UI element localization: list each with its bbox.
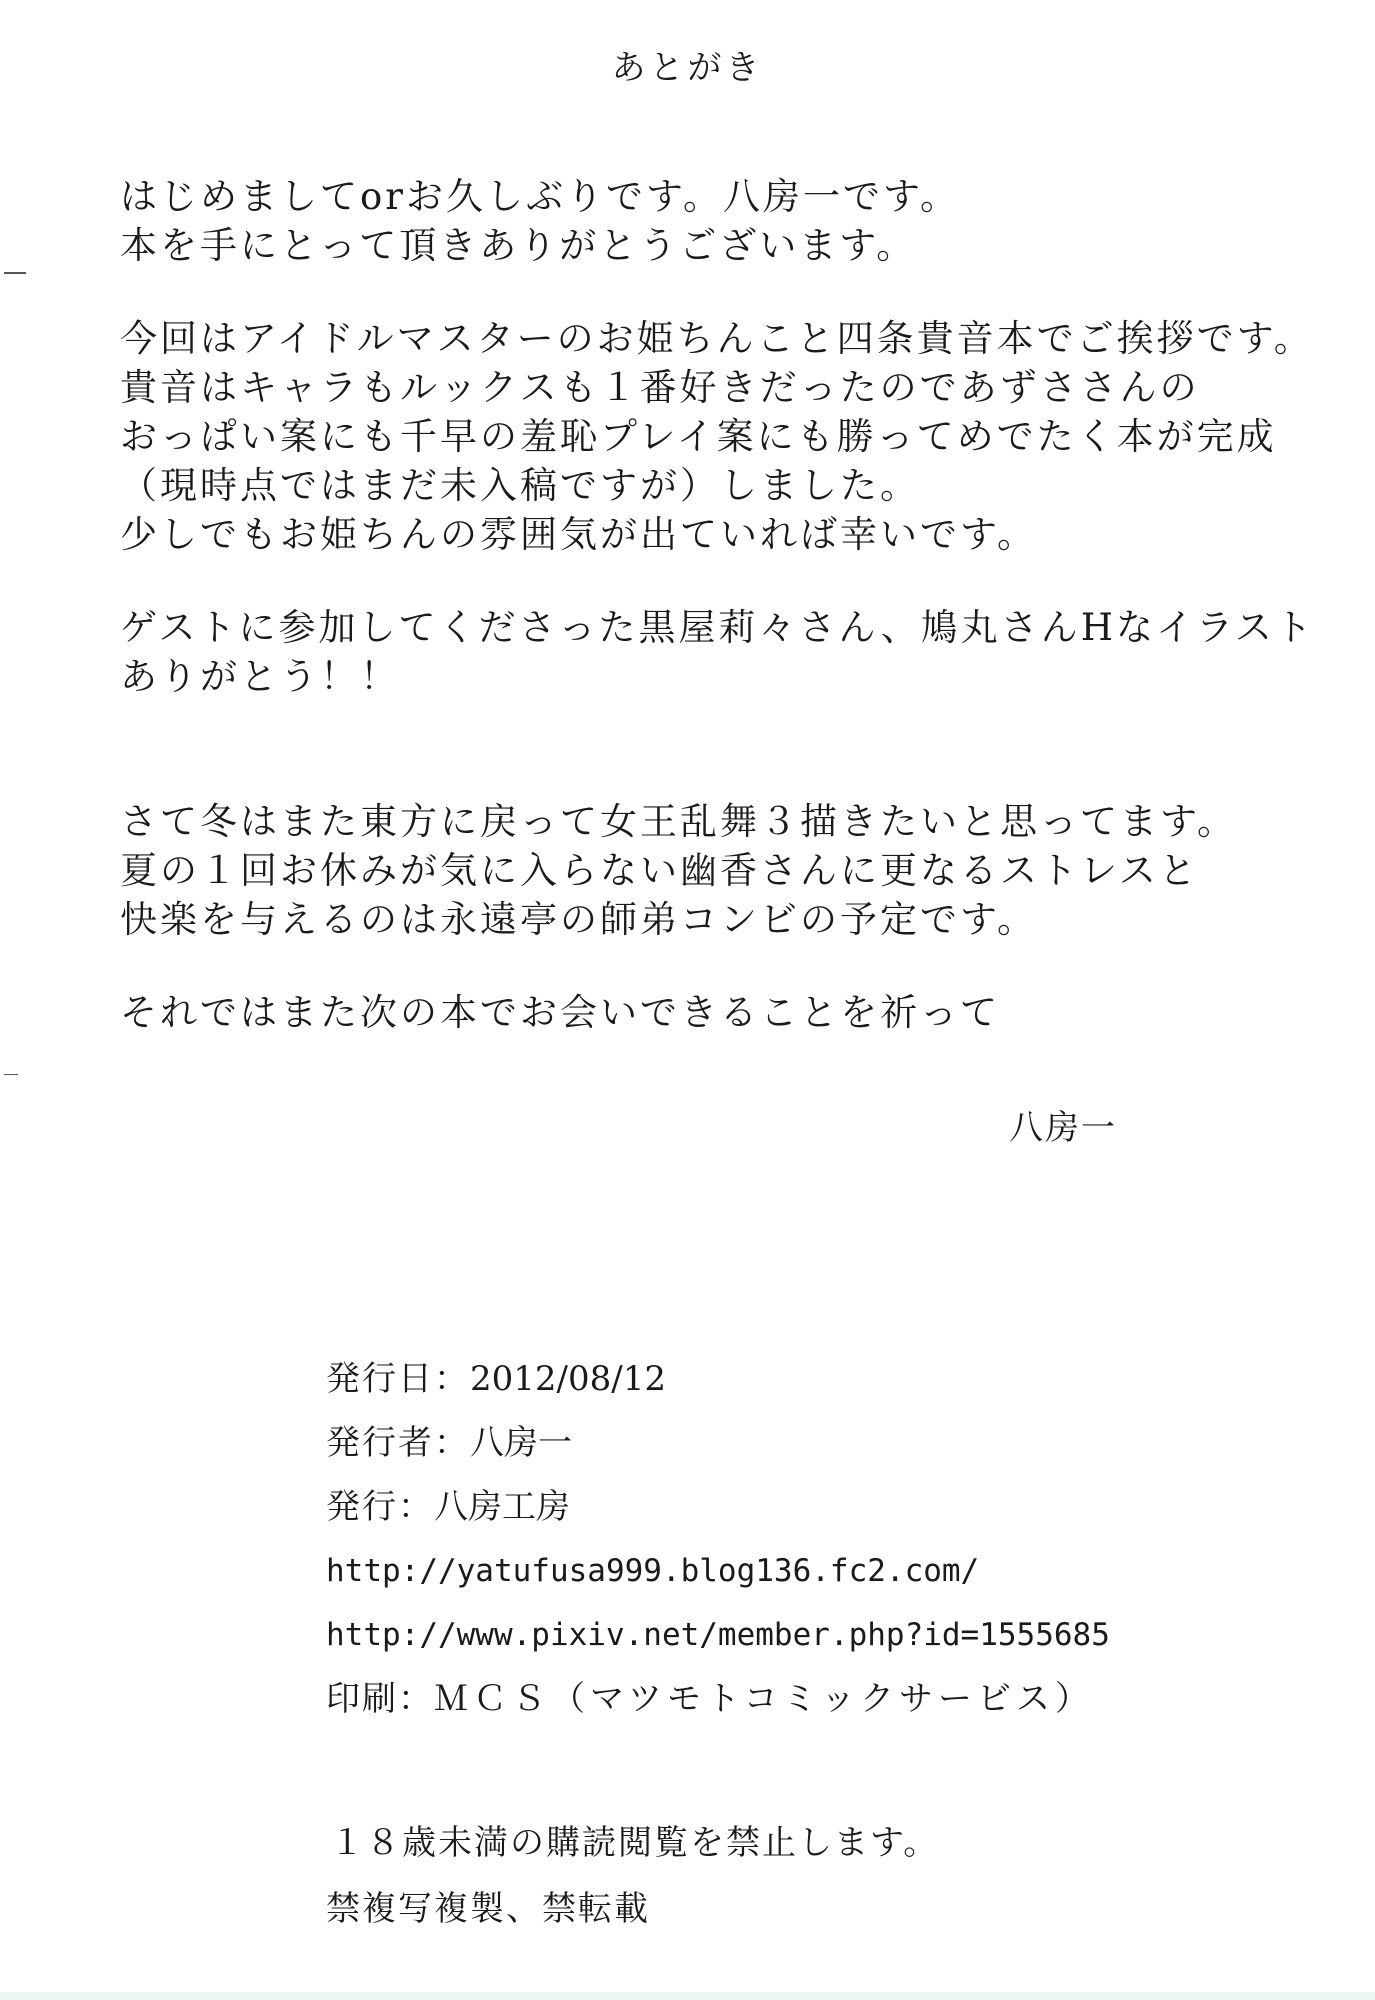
- paragraph-closing: [120, 988, 1320, 1037]
- text-line: さて冬はまた東方に戻って女王乱舞３描きたいと思ってます。: [120, 800, 1238, 843]
- printer-label: 印刷：: [326, 1679, 434, 1719]
- text-line: ありがとう！！: [120, 655, 400, 698]
- printer-row: [326, 1667, 1326, 1731]
- text-line: 本を手にとって頂きありがとうございます。: [120, 224, 917, 267]
- copy-restriction-notice: 禁複写複製、禁転載: [326, 1889, 650, 1929]
- text-line: （現時点ではまだ未入稿ですが）しました。: [120, 464, 920, 507]
- issuer-value: 八房工房: [434, 1487, 570, 1527]
- text-line: おっぱい案にも千早の羞恥プレイ案にも勝ってめでたく本が完成: [120, 415, 1277, 458]
- author-signature: 八房一: [1009, 1108, 1117, 1148]
- issue-date-value: 2012/08/12: [470, 1359, 666, 1399]
- page-title: あとがき: [611, 48, 764, 88]
- text-line: 快楽を与えるのは永遠亭の師弟コンビの予定です。: [120, 898, 1038, 941]
- text-line: はじめましてorお久しぶりです。八房一です。: [120, 175, 961, 218]
- blog-url: http://yatufusa999.blog136.fc2.com/: [326, 1553, 980, 1589]
- paragraph-greeting: [120, 172, 1320, 270]
- issuer-label: 発行：: [326, 1487, 434, 1527]
- colophon: [326, 1347, 1326, 1731]
- issue-date-label: 発行日：: [326, 1359, 470, 1399]
- publisher-label: 発行者：: [326, 1423, 470, 1463]
- paragraph-book-intro: [120, 314, 1320, 559]
- legal-notices: [326, 1810, 939, 1942]
- text-line: 夏の１回お休みが気に入らない幽香さんに更なるストレスと: [120, 849, 1199, 892]
- text-line: 貴音はキャラもルックスも１番好きだったのであずささんの: [120, 366, 1200, 409]
- text-line: それではまた次の本でお会いできることを祈って: [120, 991, 1000, 1034]
- scan-edge: [0, 1992, 1375, 2000]
- age-restriction-notice: １８歳未満の購読閲覧を禁止します。: [330, 1823, 940, 1863]
- text-line: ゲストに参加してくださった黒屋莉々さん、鳩丸さんHなイラスト: [120, 606, 1315, 649]
- issue-date-row: [326, 1347, 1326, 1411]
- publisher-row: [326, 1411, 1326, 1475]
- scan-mark: [4, 272, 26, 274]
- scan-mark: [4, 1074, 18, 1075]
- pixiv-url: http://www.pixiv.net/member.php?id=1555685: [326, 1617, 1110, 1653]
- publisher-value: 八房一: [470, 1423, 572, 1463]
- printer-value: ＭＣＳ（マツモトコミックサービス）: [434, 1679, 1094, 1719]
- text-line: 少しでもお姫ちんの雰囲気が出ていれば幸いです。: [120, 513, 1038, 556]
- issuer-row: [326, 1475, 1326, 1539]
- text-line: 今回はアイドルマスターのお姫ちんこと四条貴音本でご挨拶です。: [120, 317, 1314, 360]
- afterword-body: [120, 172, 1320, 1081]
- paragraph-guest-thanks: [120, 603, 1320, 701]
- paragraph-next-plans: [120, 797, 1320, 944]
